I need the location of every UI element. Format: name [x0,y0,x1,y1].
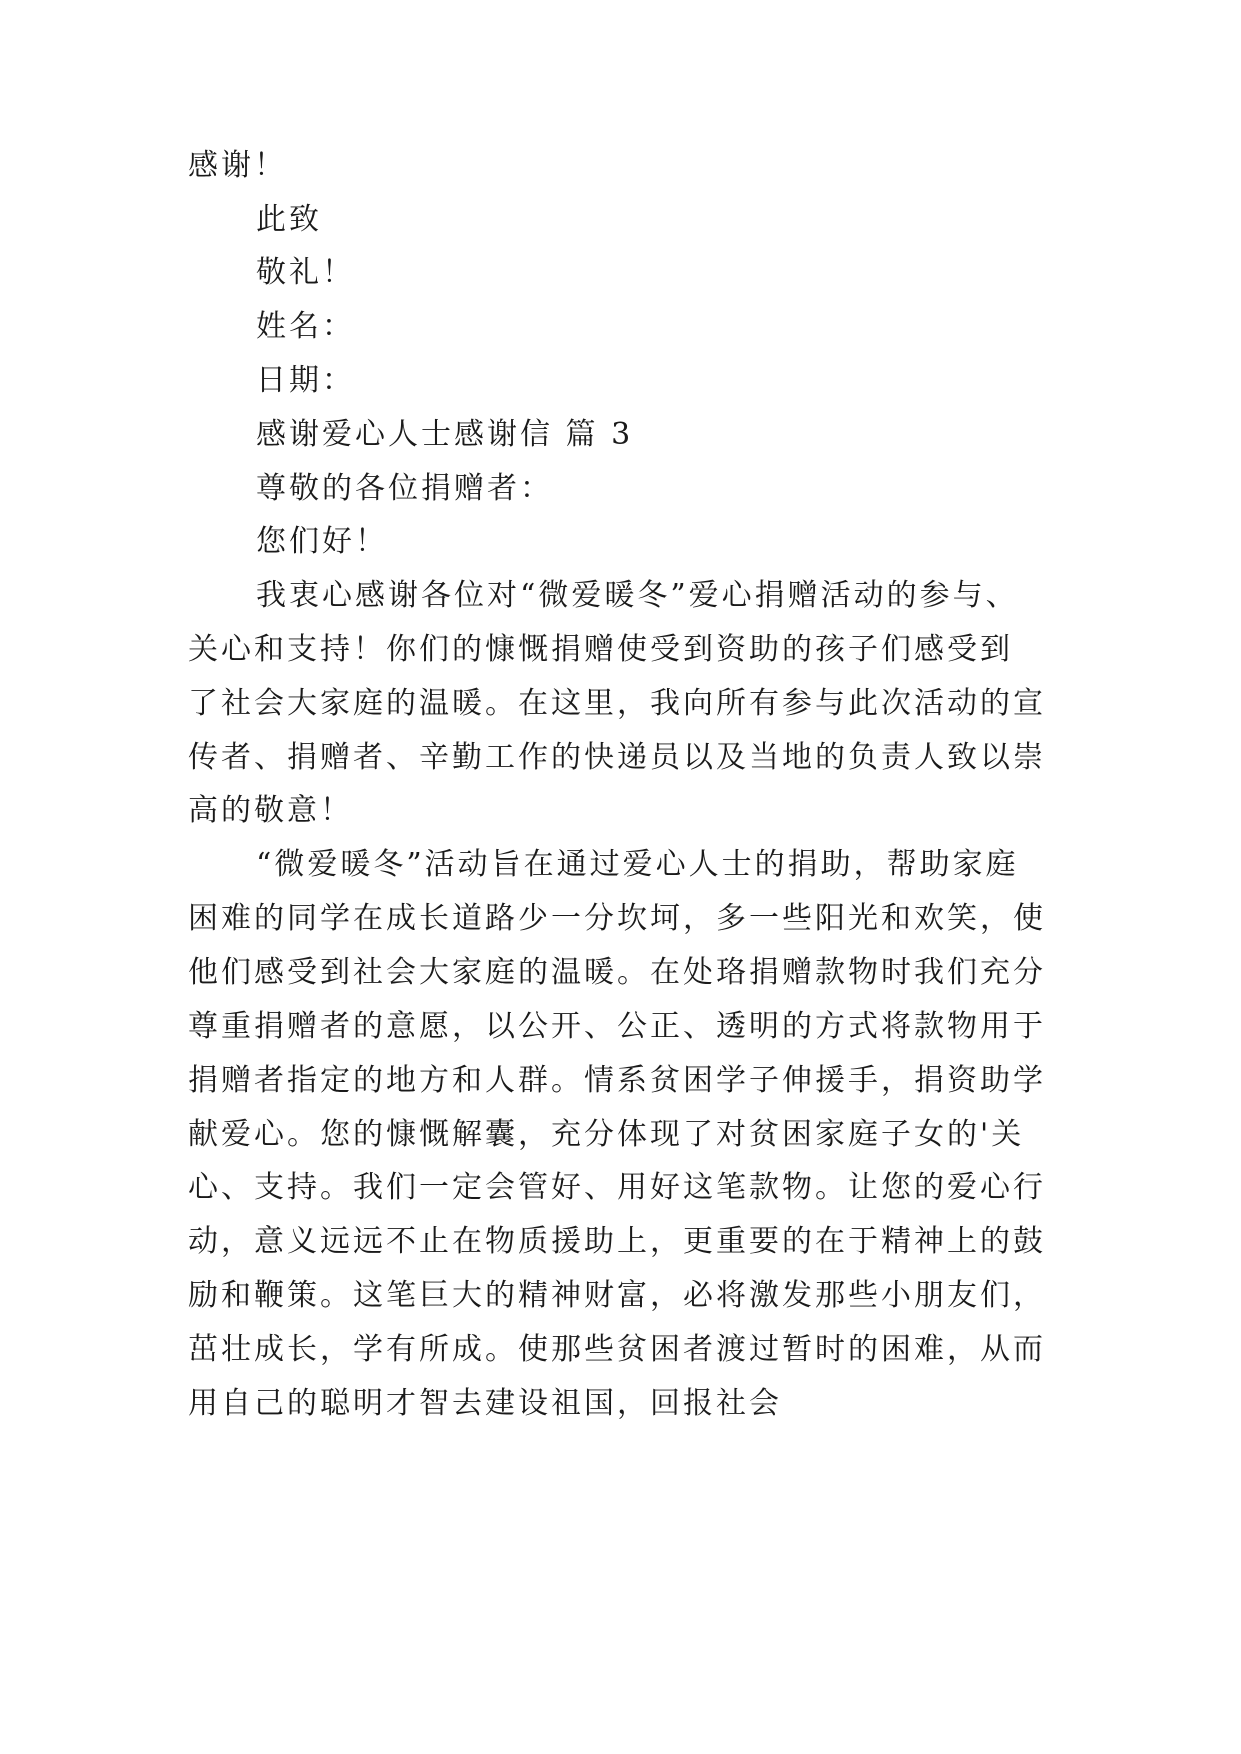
paragraph-2-line: 献爱心。您的慷慨解囊，充分体现了对贫困家庭子女的'关 [188,1117,1025,1152]
paragraph-2-line: 困难的同学在成长道路少一分坎坷，多一些阳光和欢笑，使 [188,901,1046,936]
paragraph-1-line: 关心和支持！你们的慷慨捐赠使受到资助的孩子们感受到 [188,632,1013,667]
salutation-line-2: 敬礼！ [256,255,355,290]
paragraph-2-line: 励和鞭策。这笔巨大的精神财富，必将激发那些小朋友们， [188,1278,1046,1313]
paragraph-2-line: 动，意义远远不止在物质援助上，更重要的在于精神上的鼓 [188,1224,1046,1259]
paragraph-2-line: “微爱暖冬”活动旨在通过爱心人士的捐助，帮助家庭 [256,847,1019,882]
paragraph-2-line: 他们感受到社会大家庭的温暖。在处珞捐赠款物时我们充分 [188,955,1046,990]
paragraph-2-line: 心、支持。我们一定会管好、用好这笔款物。让您的爱心行 [188,1170,1046,1205]
paragraph-2-line: 用自己的聪明才智去建设祖国，回报社会 [188,1386,782,1421]
closing-text: 感谢！ [188,148,287,183]
paragraph-1-line: 传者、捐赠者、辛勤工作的快递员以及当地的负责人致以崇 [188,740,1046,775]
date-label: 日期： [256,363,355,398]
paragraph-2-line: 茁壮成长，学有所成。使那些贫困者渡过暂时的困难，从而 [188,1332,1046,1367]
paragraph-1-line: 我衷心感谢各位对“微爱暖冬”爱心捐赠活动的参与、 [256,578,1019,613]
name-label: 姓名： [256,309,355,344]
greeting-line: 您们好！ [256,524,388,559]
letter-heading: 感谢爱心人士感谢信 篇 3 [256,417,634,452]
salutation-line-1: 此致 [256,202,322,237]
paragraph-2-line: 捐赠者指定的地方和人群。情系贫困学子伸援手，捐资助学 [188,1063,1046,1098]
addressee-line: 尊敬的各位捐赠者： [256,471,553,506]
paragraph-2-line: 尊重捐赠者的意愿，以公开、公正、透明的方式将款物用于 [188,1009,1046,1044]
paragraph-1-line: 高的敬意！ [188,793,353,828]
paragraph-1-line: 了社会大家庭的温暖。在这里，我向所有参与此次活动的宣 [188,686,1046,721]
